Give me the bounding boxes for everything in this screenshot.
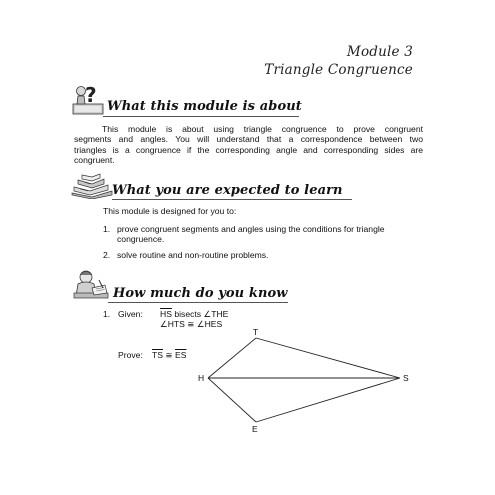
vertex-label-s: S xyxy=(403,373,409,383)
given-1-text: bisects xyxy=(171,309,204,319)
heading-underline xyxy=(103,116,299,117)
expected-item-1 xyxy=(117,224,437,245)
prove-label: Prove: xyxy=(118,350,143,360)
side-ts xyxy=(256,338,400,378)
student-writing-icon xyxy=(72,268,110,300)
module-title: Triangle Congruence xyxy=(264,62,413,78)
prove-statement xyxy=(152,350,186,360)
about-line-1: This module is about using triangle congruence to prove congruent xyxy=(102,124,423,134)
segment-ts: $\overline{TS}$ xyxy=(152,350,163,360)
section-heading-know: How much do you know xyxy=(113,286,288,301)
about-paragraph xyxy=(74,124,423,166)
kite-figure xyxy=(190,326,420,436)
section-heading-expected: What you are expected to learn xyxy=(112,183,343,198)
angle-hes: ∠HES xyxy=(196,319,223,329)
expected-item-2-line-1: solve routine and non-routine problems. xyxy=(117,250,269,260)
vertex-label-t: T xyxy=(253,327,259,337)
segment-hs: $\overline{HS}$ xyxy=(160,309,172,319)
side-he xyxy=(208,378,256,422)
vertex-label-e: E xyxy=(252,424,258,434)
angle-the: ∠THE xyxy=(203,309,229,319)
question-mark-figure-icon xyxy=(71,82,105,116)
given-label: Given: xyxy=(118,309,143,319)
about-line-3: triangles is a congruence if the corresponding angle and corresponding sides are xyxy=(74,144,423,155)
expected-intro: This module is designed for you to: xyxy=(103,206,237,216)
module-number: Module 3 xyxy=(346,44,413,60)
expected-item-2-number: 2. xyxy=(103,250,111,260)
side-ht xyxy=(208,338,256,378)
given-statement-1 xyxy=(160,309,228,319)
heading-underline xyxy=(112,199,352,200)
about-line-2: segments and angles. You will understand that a correspondence between two xyxy=(74,134,423,145)
books-stack-icon xyxy=(70,173,114,199)
congruent-symbol: ≅ xyxy=(165,350,173,360)
svg-text:?: ? xyxy=(85,83,97,107)
vertex-label-h: H xyxy=(198,373,205,383)
segment-es: $\overline{ES}$ xyxy=(174,350,187,360)
congruent-symbol: ≅ xyxy=(187,319,195,329)
about-line-4: congruent. xyxy=(74,155,115,166)
expected-item-1-line-2: congruence. xyxy=(117,234,165,245)
expected-item-1-number: 1. xyxy=(103,224,111,234)
side-es xyxy=(256,378,400,422)
expected-item-1-line-1: prove congruent segments and angles using the conditions for triangle xyxy=(117,224,385,234)
section-heading-about: What this module is about xyxy=(107,99,302,114)
heading-underline xyxy=(108,302,288,303)
angle-hts: ∠HTS xyxy=(160,319,185,329)
problem-1-number: 1. xyxy=(103,309,111,319)
